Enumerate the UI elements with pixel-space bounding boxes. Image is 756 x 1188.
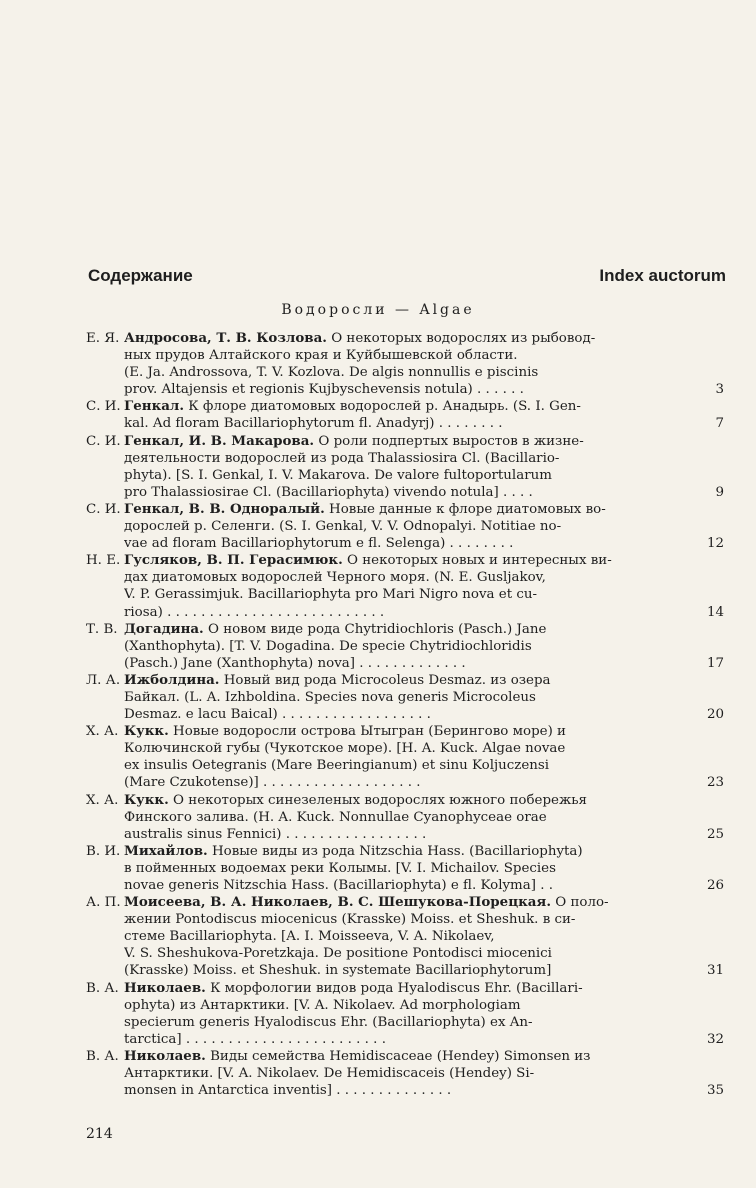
entry-initials: А. П. [86, 895, 121, 911]
entry-page-number: 17 [706, 655, 724, 671]
entry-text: О поло- [555, 895, 609, 911]
entry-line [124, 484, 684, 501]
entry-authors: Ижболдина. [124, 671, 220, 688]
entry-line [124, 1014, 684, 1031]
entry-line [124, 347, 684, 364]
entry-text: деятельности водорослей из рода Thalassiosira Cl. (Bacillario- [124, 450, 560, 466]
index-auctorum-heading: Index auctorum [599, 266, 726, 285]
entry-text: Desmaz. e lacu Baical) . . . . . . . . . . . . . . . . . . [124, 707, 431, 723]
toc-entry [86, 1048, 726, 1099]
entry-text: riosa) . . . . . . . . . . . . . . . . . . . . . . . . . . [124, 604, 385, 620]
entry-line [124, 826, 684, 843]
entry-authors: Догадина. [124, 620, 204, 637]
toc-entry [86, 723, 726, 791]
entry-text: Антарктики. [V. A. Nikolaev. De Hemidiscaceis (Hendey) Si- [124, 1066, 535, 1082]
entry-text: О некоторых водорослях из рыбовод- [331, 331, 596, 346]
entry-line [124, 877, 684, 894]
entry-initials: В. А. [86, 980, 119, 996]
entry-page-number: 23 [706, 775, 724, 791]
entry-text: Колючинской губы (Чукотское море). [H. A. Kuck. Algae novae [124, 741, 566, 757]
entry-line [124, 843, 684, 860]
entry-line [124, 723, 684, 740]
entry-text: К морфологии видов рода Hyalodiscus Ehr. (Bacillari- [210, 980, 583, 996]
entry-text: specierum generis Hyalodiscus Ehr. (Bacillariophyta) ex An- [124, 1014, 533, 1030]
entry-line [124, 792, 684, 809]
entry-line [124, 638, 684, 655]
entry-line [124, 928, 684, 945]
entry-initials: С. И. [86, 433, 121, 449]
entry-line [124, 980, 684, 997]
entry-line [124, 518, 684, 535]
entry-page-number: 20 [706, 707, 724, 723]
entry-authors: Николаев. [124, 979, 206, 996]
entry-line [124, 860, 684, 877]
entry-text: vae ad floram Bacillariophytorum e fl. Selenga) . . . . . . . . [124, 536, 514, 552]
toc-entry [86, 980, 726, 1048]
entry-text: Новый вид рода Microcoleus Desmaz. из озера [223, 672, 551, 688]
entry-initials: С. И. [86, 501, 121, 517]
toc-entry [86, 433, 726, 501]
entry-text: К флоре диатомовых водорослей р. Анадырь. (S. I. Gen- [188, 399, 581, 415]
entry-text: жении Pontodiscus miocenicus (Krasske) Moiss. et Sheshuk. в си- [124, 912, 576, 928]
entry-text: О некоторых новых и интересных ви- [347, 553, 612, 569]
entry-line [124, 1048, 684, 1065]
entry-initials: В. И. [86, 843, 121, 859]
entry-initials: С. И. [86, 399, 121, 415]
entry-page-number: 3 [715, 382, 724, 398]
entry-authors: Гусляков, В. П. Герасимюк. [124, 552, 343, 569]
entry-line [124, 757, 684, 774]
entry-line [124, 997, 684, 1014]
toc-entry [86, 398, 726, 432]
entry-text: (E. Ja. Androssova, T. V. Kozlova. De algis nonnullis e piscinis [124, 365, 539, 381]
entry-line [124, 945, 684, 962]
entry-text: стеме Bacillariophyta. [A. I. Moisseeva, V. A. Nikolaev, [124, 929, 495, 945]
entry-text: дах диатомовых водорослей Черного моря. (N. E. Gusljakov, [124, 570, 546, 586]
entry-text: О роли подпертых выростов в жизне- [318, 433, 584, 449]
entry-initials: Н. Е. [86, 553, 121, 569]
entry-page-number: 7 [715, 416, 724, 432]
entry-page-number: 26 [706, 878, 724, 893]
entry-page-number: 25 [706, 826, 724, 842]
entry-line [124, 450, 684, 467]
entry-initials: В. А. [86, 1048, 119, 1064]
entry-initials: Л. А. [86, 672, 121, 688]
entry-text: V. P. Gerassimjuk. Bacillariophyta pro Mari Nigro nova et cu- [124, 587, 537, 603]
toc-entry [86, 330, 726, 398]
entry-line [124, 706, 684, 723]
entry-line [124, 586, 684, 603]
entry-authors: Генкал. [124, 398, 185, 415]
entry-text: Байкал. (L. A. Izhboldina. Species nova generis Microcoleus [124, 689, 536, 705]
entry-line [124, 467, 684, 484]
entry-text: ophyta) из Антарктики. [V. A. Nikolaev. Ad morphologiam [124, 997, 521, 1013]
entry-text: в пойменных водоемах реки Колымы. [V. I. Michailov. Species [124, 860, 556, 876]
entry-page-number: 9 [715, 484, 724, 500]
entry-text: дорослей р. Селенги. (S. I. Genkal, V. V. Odnopalyi. Notitiae no- [124, 519, 562, 535]
entry-page-number: 35 [706, 1083, 724, 1099]
toc-entry [86, 843, 726, 894]
entry-line [124, 433, 684, 450]
entry-line [124, 415, 684, 432]
entry-authors: Моисеева, В. А. Николаев, В. С. Шешукова-Порецкая. [124, 894, 551, 911]
entry-text: Виды семейства Hemidiscaceae (Hendey) Simonsen из [210, 1048, 591, 1064]
entry-text: V. S. Sheshukova-Poretzkaja. De positione Pontodisci miocenici [124, 946, 552, 962]
entry-initials: Е. Я. [86, 331, 120, 346]
entry-line [124, 381, 684, 398]
entry-text: tarctica] . . . . . . . . . . . . . . . . . . . . . . . . [124, 1031, 386, 1047]
entry-text: (Pasch.) Jane (Xanthophyta) nova] . . . . . . . . . . . . . [124, 655, 466, 671]
entry-initials: Х. А. [86, 724, 119, 740]
entry-text: О новом виде рода Chytridiochloris (Pasch.) Jane [207, 621, 547, 637]
entry-text: О некоторых синезеленых водорослях южного побережья [173, 792, 588, 808]
entry-line [124, 1065, 684, 1082]
entry-line [124, 1031, 684, 1048]
entry-text: (Krasske) Moiss. et Sheshuk. in systemate Bacillariophytorum] [124, 963, 552, 979]
entry-authors: Генкал, В. В. Одноралый. [124, 500, 325, 517]
entry-text: Новые виды из рода Nitzschia Hass. (Bacillariophyta) [211, 843, 583, 859]
contents-heading: Содержание [88, 266, 193, 285]
entry-line [124, 740, 684, 757]
toc-entry [86, 792, 726, 843]
toc-entry [86, 894, 726, 979]
entry-line [124, 672, 684, 689]
entry-page-number: 31 [706, 963, 724, 979]
toc-entry [86, 552, 726, 620]
section-title: Водоросли — Algae [281, 302, 475, 318]
entry-authors: Кукк. [124, 791, 169, 808]
entry-line [124, 501, 684, 518]
entry-text: australis sinus Fennici) . . . . . . . . . . . . . . . . . [124, 826, 427, 842]
entry-authors: Генкал, И. В. Макарова. [124, 432, 315, 449]
entry-line [124, 894, 684, 911]
entry-page-number: 12 [706, 536, 724, 552]
toc-entry [86, 621, 726, 672]
entry-line [124, 655, 684, 672]
entry-authors: Михайлов. [124, 842, 208, 859]
entry-text: (Xanthophyta). [T. V. Dogadina. De specie Chytridiochloridis [124, 638, 532, 654]
toc-entry [86, 501, 726, 552]
entry-authors: Кукк. [124, 723, 169, 740]
entry-line [124, 774, 684, 791]
entry-line [124, 911, 684, 928]
entry-text: kal. Ad floram Bacillariophytorum fl. Anadyrj) . . . . . . . . [124, 416, 503, 432]
entry-authors: Андросова, Т. В. Козлова. [124, 330, 327, 346]
entry-line [124, 535, 684, 552]
entry-text: ex insulis Oetegranis (Mare Beeringianum) et sinu Koljuczensi [124, 758, 550, 774]
entry-line [124, 330, 684, 347]
entry-text: ных прудов Алтайского края и Куйбышевской области. [124, 348, 518, 364]
entry-text: Новые водоросли острова Ытыгран (Берингово море) и [173, 724, 566, 740]
entry-text: Новые данные к флоре диатомовых во- [329, 501, 606, 517]
entry-page-number: 14 [706, 604, 724, 620]
page-number: 214 [86, 1126, 113, 1142]
entry-line [124, 604, 684, 621]
entry-initials: Х. А. [86, 792, 119, 808]
entry-text: prov. Altajensis et regionis Kujbyschevensis notula) . . . . . . [124, 382, 524, 398]
toc-entry [86, 672, 726, 723]
entry-line [124, 569, 684, 586]
entry-text: monsen in Antarctica inventis] . . . . . . . . . . . . . . [124, 1083, 452, 1099]
entry-line [124, 552, 684, 569]
entry-text: pro Thalassiosirae Cl. (Bacillariophyta) vivendo notula] . . . . [124, 484, 533, 500]
entry-line [124, 962, 684, 979]
entry-initials: Т. В. [86, 621, 118, 637]
entry-line [124, 809, 684, 826]
entry-line [124, 689, 684, 706]
entry-line [124, 1082, 684, 1099]
entry-text: novae generis Nitzschia Hass. (Bacillariophyta) e fl. Kolyma] . . [124, 878, 553, 893]
entry-line [124, 621, 684, 638]
entry-line [124, 398, 684, 415]
entry-text: phyta). [S. I. Genkal, I. V. Makarova. De valore fultoportularum [124, 467, 552, 483]
entry-page-number: 32 [706, 1031, 724, 1047]
entry-line [124, 364, 684, 381]
entry-authors: Николаев. [124, 1047, 206, 1064]
entry-text: Финского залива. (H. A. Kuck. Nonnullae Cyanophyceae orae [124, 809, 547, 825]
toc-entries [86, 330, 726, 1099]
entry-text: (Mare Czukotense)] . . . . . . . . . . . . . . . . . . . [124, 775, 421, 791]
